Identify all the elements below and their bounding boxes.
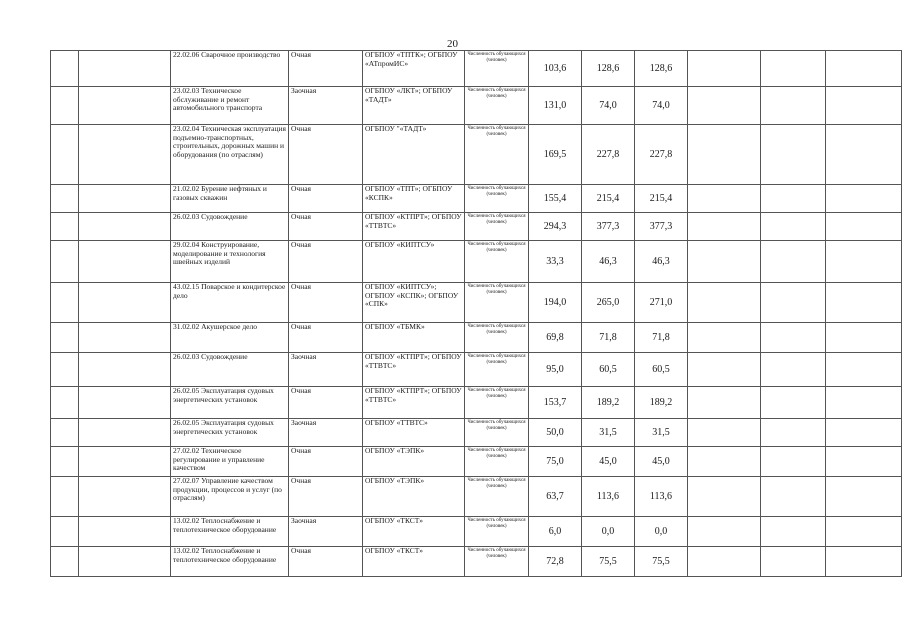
specialty-cell: 29.02.04 Конструирование, моделирование и технология швейных изделий xyxy=(171,241,289,283)
indicator-cell: Численность обучающихся (человек) xyxy=(465,387,529,419)
specialty-cell: 26.02.05 Эксплуатация судовых энергетических установок xyxy=(171,419,289,447)
blank-cell xyxy=(79,477,171,517)
study-form-cell: Заочная xyxy=(289,87,363,125)
blank-cell xyxy=(761,213,826,241)
indicator-cell: Численность обучающихся (человек) xyxy=(465,419,529,447)
data-table xyxy=(50,50,902,577)
study-form-cell: Очная xyxy=(289,323,363,353)
study-form-cell: Очная xyxy=(289,283,363,323)
value-cell-1: 169,5 xyxy=(529,125,582,185)
blank-cell xyxy=(51,387,79,419)
blank-cell xyxy=(51,241,79,283)
blank-cell xyxy=(688,213,761,241)
blank-cell xyxy=(688,241,761,283)
value-cell-3: 0,0 xyxy=(635,517,688,547)
table-row xyxy=(51,213,902,241)
value-cell-1: 103,6 xyxy=(529,51,582,87)
blank-cell xyxy=(688,323,761,353)
institution-cell: ОГБПОУ «ЛКТ»; ОГБПОУ «ТАДТ» xyxy=(363,87,465,125)
table-row xyxy=(51,241,902,283)
blank-cell xyxy=(51,51,79,87)
blank-cell xyxy=(79,517,171,547)
blank-cell xyxy=(51,213,79,241)
blank-cell xyxy=(688,51,761,87)
indicator-cell: Численность обучающихся (человек) xyxy=(465,213,529,241)
indicator-cell: Численность обучающихся (человек) xyxy=(465,323,529,353)
specialty-cell: 43.02.15 Поварское и кондитерское дело xyxy=(171,283,289,323)
value-cell-2: 31,5 xyxy=(582,419,635,447)
value-cell-2: 75,5 xyxy=(582,547,635,577)
blank-cell xyxy=(79,447,171,477)
specialty-cell: 27.02.07 Управление качеством продукции, процессов и услуг (по отраслям) xyxy=(171,477,289,517)
blank-cell xyxy=(688,419,761,447)
value-cell-1: 50,0 xyxy=(529,419,582,447)
blank-cell xyxy=(79,51,171,87)
value-cell-1: 153,7 xyxy=(529,387,582,419)
study-form-cell: Очная xyxy=(289,241,363,283)
value-cell-3: 45,0 xyxy=(635,447,688,477)
blank-cell xyxy=(826,241,902,283)
blank-cell xyxy=(79,323,171,353)
institution-cell: ОГБПОУ «ТКСТ» xyxy=(363,517,465,547)
blank-cell xyxy=(826,51,902,87)
blank-cell xyxy=(688,353,761,387)
value-cell-1: 294,3 xyxy=(529,213,582,241)
value-cell-2: 0,0 xyxy=(582,517,635,547)
value-cell-1: 33,3 xyxy=(529,241,582,283)
table-row xyxy=(51,547,902,577)
blank-cell xyxy=(761,477,826,517)
study-form-cell: Очная xyxy=(289,477,363,517)
value-cell-2: 71,8 xyxy=(582,323,635,353)
study-form-cell: Очная xyxy=(289,125,363,185)
value-cell-3: 377,3 xyxy=(635,213,688,241)
institution-cell: ОГБПОУ «КТПРТ»; ОГБПОУ «ТТВТС» xyxy=(363,213,465,241)
value-cell-2: 46,3 xyxy=(582,241,635,283)
blank-cell xyxy=(51,283,79,323)
blank-cell xyxy=(761,241,826,283)
blank-cell xyxy=(826,185,902,213)
indicator-cell: Численность обучающихся (человек) xyxy=(465,353,529,387)
value-cell-3: 215,4 xyxy=(635,185,688,213)
table-row xyxy=(51,323,902,353)
blank-cell xyxy=(51,517,79,547)
blank-cell xyxy=(51,419,79,447)
value-cell-3: 189,2 xyxy=(635,387,688,419)
table-row xyxy=(51,51,902,87)
value-cell-1: 95,0 xyxy=(529,353,582,387)
study-form-cell: Очная xyxy=(289,387,363,419)
blank-cell xyxy=(79,387,171,419)
blank-cell xyxy=(79,241,171,283)
value-cell-2: 227,8 xyxy=(582,125,635,185)
blank-cell xyxy=(826,353,902,387)
blank-cell xyxy=(79,213,171,241)
specialty-cell: 31.02.02 Акушерское дело xyxy=(171,323,289,353)
blank-cell xyxy=(761,283,826,323)
study-form-cell: Очная xyxy=(289,447,363,477)
value-cell-3: 31,5 xyxy=(635,419,688,447)
table-row xyxy=(51,419,902,447)
table-row xyxy=(51,447,902,477)
value-cell-1: 75,0 xyxy=(529,447,582,477)
study-form-cell: Очная xyxy=(289,51,363,87)
indicator-cell: Численность обучающихся (человек) xyxy=(465,241,529,283)
value-cell-2: 265,0 xyxy=(582,283,635,323)
indicator-cell: Численность обучающихся (человек) xyxy=(465,477,529,517)
value-cell-2: 377,3 xyxy=(582,213,635,241)
blank-cell xyxy=(79,283,171,323)
table-row xyxy=(51,185,902,213)
blank-cell xyxy=(761,323,826,353)
blank-cell xyxy=(688,283,761,323)
specialty-cell: 23.02.03 Техническое обслуживание и ремонт автомобильного транспорта xyxy=(171,87,289,125)
blank-cell xyxy=(761,387,826,419)
indicator-cell: Численность обучающихся (человек) xyxy=(465,87,529,125)
blank-cell xyxy=(761,51,826,87)
blank-cell xyxy=(51,125,79,185)
blank-cell xyxy=(826,547,902,577)
value-cell-1: 72,8 xyxy=(529,547,582,577)
value-cell-2: 45,0 xyxy=(582,447,635,477)
value-cell-3: 128,6 xyxy=(635,51,688,87)
institution-cell: ОГБПОУ "«ТАДТ» xyxy=(363,125,465,185)
table-row xyxy=(51,283,902,323)
value-cell-2: 113,6 xyxy=(582,477,635,517)
institution-cell: ОГБПОУ «ТЭПК» xyxy=(363,477,465,517)
institution-cell: ОГБПОУ «ТЭПК» xyxy=(363,447,465,477)
value-cell-2: 60,5 xyxy=(582,353,635,387)
blank-cell xyxy=(826,447,902,477)
blank-cell xyxy=(688,547,761,577)
indicator-cell: Численность обучающихся (человек) xyxy=(465,517,529,547)
value-cell-3: 60,5 xyxy=(635,353,688,387)
value-cell-3: 75,5 xyxy=(635,547,688,577)
value-cell-1: 69,8 xyxy=(529,323,582,353)
blank-cell xyxy=(761,517,826,547)
blank-cell xyxy=(51,323,79,353)
institution-cell: ОГБПОУ «КИПТСУ»; ОГБПОУ «КСПК»; ОГБПОУ «СПК» xyxy=(363,283,465,323)
study-form-cell: Очная xyxy=(289,213,363,241)
indicator-cell: Численность обучающихся (человек) xyxy=(465,283,529,323)
value-cell-2: 128,6 xyxy=(582,51,635,87)
blank-cell xyxy=(761,87,826,125)
blank-cell xyxy=(79,353,171,387)
blank-cell xyxy=(688,517,761,547)
specialty-cell: 13.02.02 Теплоснабжение и теплотехническое оборудование xyxy=(171,517,289,547)
value-cell-3: 71,8 xyxy=(635,323,688,353)
page-number: 20 xyxy=(447,38,458,50)
table-row xyxy=(51,125,902,185)
table-row xyxy=(51,353,902,387)
institution-cell: ОГБПОУ «ТТВТС» xyxy=(363,419,465,447)
value-cell-3: 74,0 xyxy=(635,87,688,125)
study-form-cell: Заочная xyxy=(289,353,363,387)
blank-cell xyxy=(826,283,902,323)
value-cell-2: 74,0 xyxy=(582,87,635,125)
blank-cell xyxy=(51,353,79,387)
institution-cell: ОГБПОУ «ТПТК»; ОГБПОУ «АТпромИС» xyxy=(363,51,465,87)
table-row xyxy=(51,517,902,547)
specialty-cell: 22.02.06 Сварочное производство xyxy=(171,51,289,87)
table-row xyxy=(51,87,902,125)
value-cell-3: 271,0 xyxy=(635,283,688,323)
blank-cell xyxy=(761,353,826,387)
blank-cell xyxy=(826,517,902,547)
indicator-cell: Численность обучающихся (человек) xyxy=(465,125,529,185)
indicator-cell: Численность обучающихся (человек) xyxy=(465,185,529,213)
blank-cell xyxy=(688,87,761,125)
indicator-cell: Численность обучающихся (человек) xyxy=(465,547,529,577)
value-cell-2: 189,2 xyxy=(582,387,635,419)
value-cell-1: 63,7 xyxy=(529,477,582,517)
specialty-cell: 13.02.02 Теплоснабжение и теплотехническое оборудование xyxy=(171,547,289,577)
specialty-cell: 23.02.04 Техническая эксплуатация подъемно-транспортных, строительных, дорожных машин и оборудования (по отраслям) xyxy=(171,125,289,185)
blank-cell xyxy=(826,387,902,419)
blank-cell xyxy=(79,185,171,213)
blank-cell xyxy=(826,125,902,185)
indicator-cell: Численность обучающихся (человек) xyxy=(465,447,529,477)
study-form-cell: Заочная xyxy=(289,517,363,547)
blank-cell xyxy=(79,87,171,125)
blank-cell xyxy=(761,547,826,577)
blank-cell xyxy=(761,419,826,447)
study-form-cell: Заочная xyxy=(289,419,363,447)
value-cell-1: 6,0 xyxy=(529,517,582,547)
blank-cell xyxy=(688,125,761,185)
table-row xyxy=(51,477,902,517)
blank-cell xyxy=(51,447,79,477)
specialty-cell: 26.02.03 Судовождение xyxy=(171,353,289,387)
blank-cell xyxy=(826,213,902,241)
blank-cell xyxy=(51,87,79,125)
value-cell-1: 131,0 xyxy=(529,87,582,125)
institution-cell: ОГБПОУ «ТКСТ» xyxy=(363,547,465,577)
institution-cell: ОГБПОУ «КИПТСУ» xyxy=(363,241,465,283)
specialty-cell: 21.02.02 Бурение нефтяных и газовых скважин xyxy=(171,185,289,213)
blank-cell xyxy=(688,477,761,517)
blank-cell xyxy=(826,419,902,447)
blank-cell xyxy=(688,185,761,213)
blank-cell xyxy=(79,547,171,577)
value-cell-1: 194,0 xyxy=(529,283,582,323)
institution-cell: ОГБПОУ «КТПРТ»; ОГБПОУ «ТТВТС» xyxy=(363,353,465,387)
specialty-cell: 27.02.02 Техническое регулирование и управление качеством xyxy=(171,447,289,477)
blank-cell xyxy=(761,125,826,185)
value-cell-3: 227,8 xyxy=(635,125,688,185)
indicator-cell: Численность обучающихся (человек) xyxy=(465,51,529,87)
blank-cell xyxy=(826,323,902,353)
blank-cell xyxy=(688,447,761,477)
blank-cell xyxy=(761,447,826,477)
specialty-cell: 26.02.05 Эксплуатация судовых энергетических установок xyxy=(171,387,289,419)
institution-cell: ОГБПОУ «ТПТ»; ОГБПОУ «КСПК» xyxy=(363,185,465,213)
blank-cell xyxy=(826,477,902,517)
blank-cell xyxy=(51,185,79,213)
value-cell-3: 46,3 xyxy=(635,241,688,283)
blank-cell xyxy=(51,477,79,517)
specialty-cell: 26.02.03 Судовождение xyxy=(171,213,289,241)
study-form-cell: Очная xyxy=(289,185,363,213)
blank-cell xyxy=(51,547,79,577)
blank-cell xyxy=(826,87,902,125)
institution-cell: ОГБПОУ «ТБМК» xyxy=(363,323,465,353)
value-cell-2: 215,4 xyxy=(582,185,635,213)
study-form-cell: Очная xyxy=(289,547,363,577)
value-cell-3: 113,6 xyxy=(635,477,688,517)
table-row xyxy=(51,387,902,419)
value-cell-1: 155,4 xyxy=(529,185,582,213)
blank-cell xyxy=(688,387,761,419)
blank-cell xyxy=(79,125,171,185)
blank-cell xyxy=(761,185,826,213)
institution-cell: ОГБПОУ «КТПРТ»; ОГБПОУ «ТТВТС» xyxy=(363,387,465,419)
blank-cell xyxy=(79,419,171,447)
